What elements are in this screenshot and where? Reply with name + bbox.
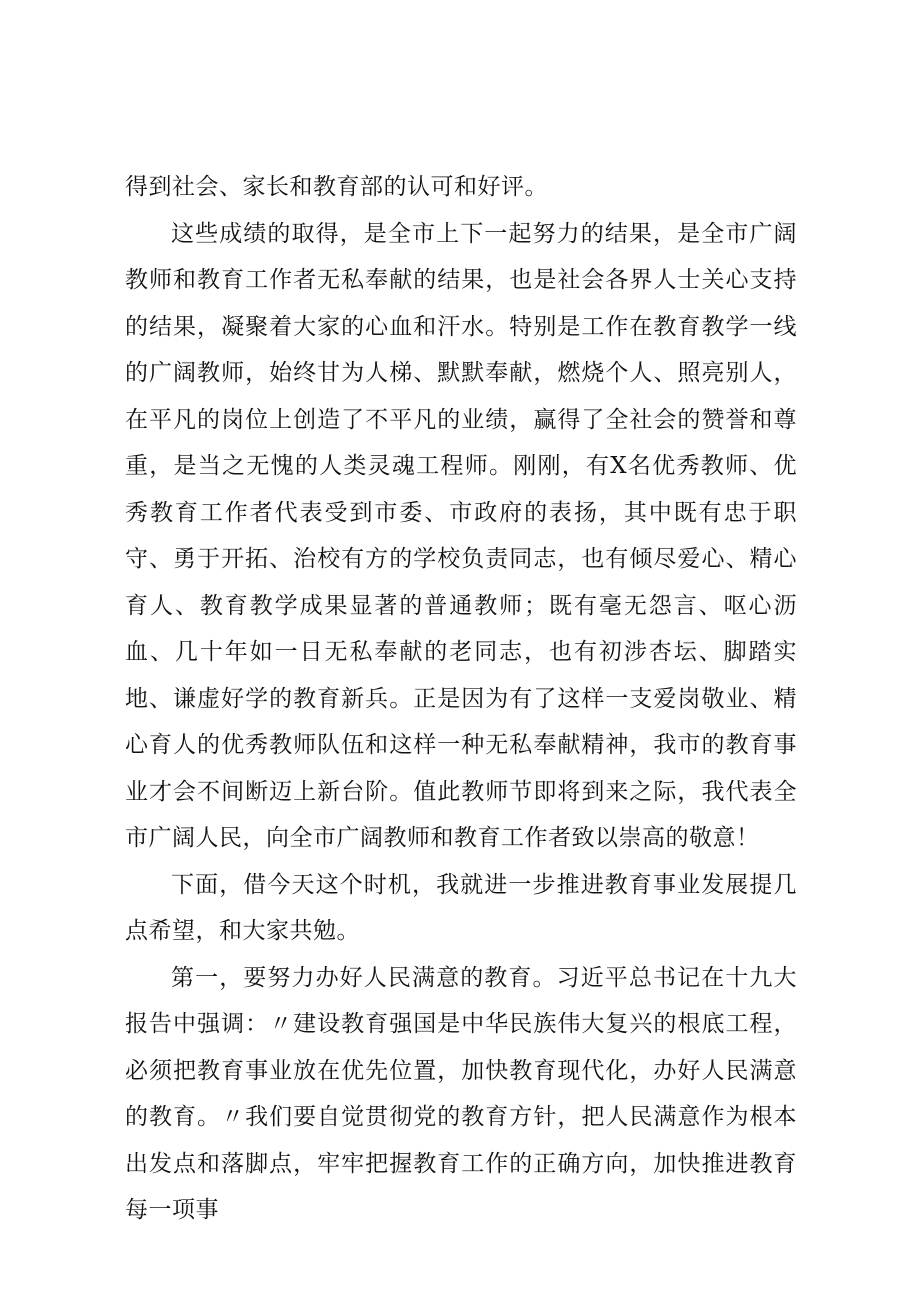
paragraph-3: 下面，借今天这个时机，我就进一步推进教育事业发展提几点希望，和大家共勉。 [125,871,797,944]
paragraph-2: 这些成绩的取得，是全市上下一起努力的结果，是全市广阔教师和教育工作者无私奉献的结果，也是社会各界人士关心支持的结果，凝聚着大家的心血和汗水。特别是工作在教育教学一线的广阔教师，始终甘为人梯、默默奉献，燃烧个人、照亮别人，在平凡的岗位上创造了不平凡的业绩，赢得了全社会的赞誉和尊重，是当之无愧的人类灵魂工程师。刚刚，有X名优秀教师、优秀教育工作者代表受到市委、市政府的表扬，其中既有忠于职守、勇于开拓、治校有方的学校负责同志，也有倾尽爱心、精心育人、教育教学成果显著的普通教师；既有毫无怨言、呕心沥血、几十年如一日无私奉献的老同志，也有初涉杏坛、脚踏实地、谦虚好学的教育新兵。正是因为有了这样一支爱岗敬业、精心育人的优秀教师队伍和这样一种无私奉献精神，我市的教育事业才会不间断迈上新台阶。值此教师节即将到来之际，我代表全市广阔人民，向全市广阔教师和教育工作者致以崇高的敬意！ [125,220,797,851]
document-body [125,164,797,1234]
paragraph-4: 第一，要努力办好人民满意的教育。习近平总书记在十九大报告中强调：〃建设教育强国是中华民族伟大复兴的根底工程，必须把教育事业放在优先位置，加快教育现代化，办好人民满意的教育。〃我们要自觉贯彻党的教育方针，把人民满意作为根本出发点和落脚点，牢牢把握教育工作的正确方向，加快推进教育每一项事 [125,964,797,1223]
paragraph-1: 得到社会、家长和教育部的认可和好评。 [125,174,548,200]
